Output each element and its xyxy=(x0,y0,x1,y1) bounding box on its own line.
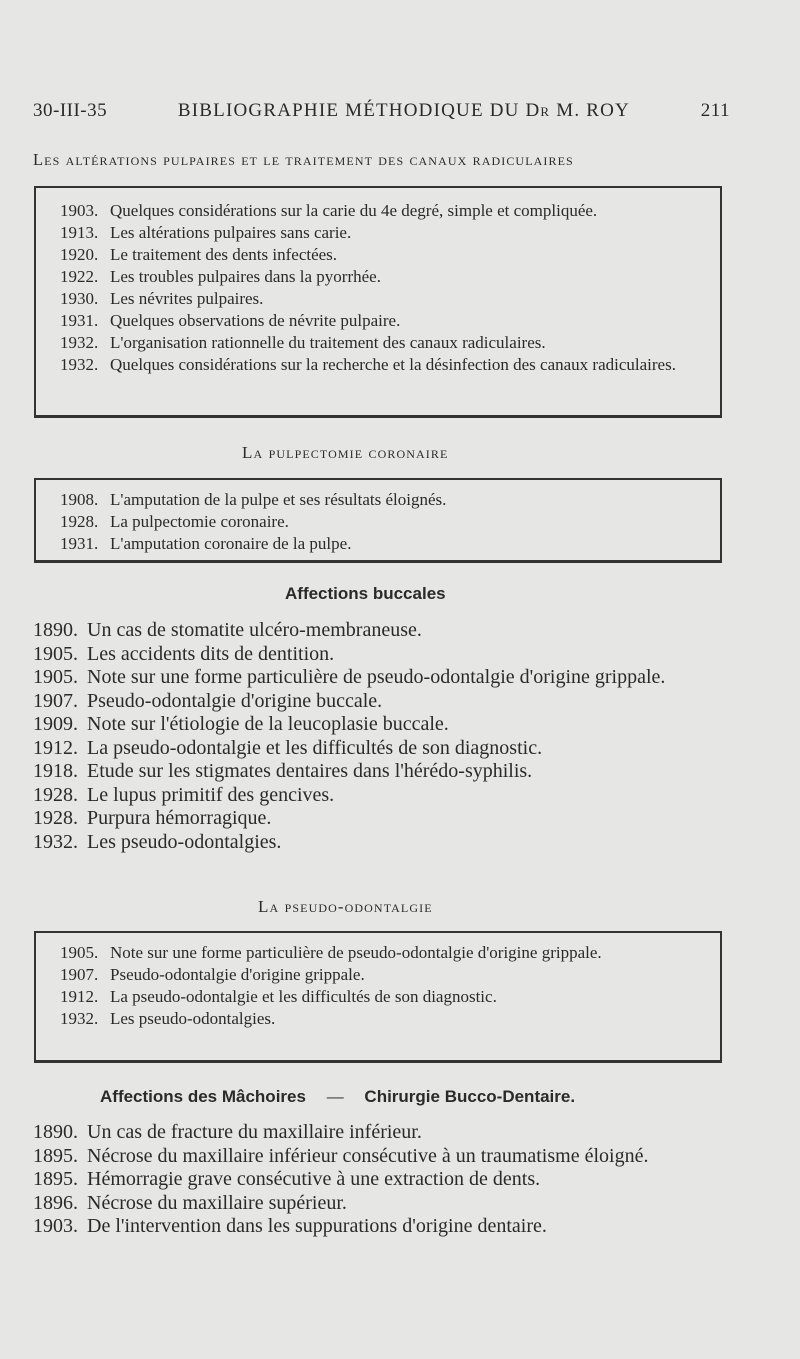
entry-year: 1895. xyxy=(33,1168,78,1190)
entry-title: Un cas de fracture du maxillaire inférieur. xyxy=(87,1121,422,1143)
bibliography-entry xyxy=(60,986,700,1008)
section-title-alterations: Les altérations pulpaires et le traitement des canaux radiculaires xyxy=(33,150,574,169)
entry-year: 1890. xyxy=(33,1121,78,1143)
entry-year: 1922. xyxy=(60,267,99,286)
bibliography-entry xyxy=(33,666,733,690)
bibliography-entry xyxy=(33,807,733,831)
entry-year: 1895. xyxy=(33,1144,78,1167)
entry-year: 1918. xyxy=(33,760,78,782)
bibliography-entry xyxy=(60,489,700,511)
entry-title: Les accidents dits de dentition. xyxy=(87,642,335,665)
issue-number: 30-III-35 xyxy=(33,100,108,121)
entry-title: Quelques considérations sur la carie du 4e degré, simple et compliquée. xyxy=(110,201,598,220)
entry-year: 1908. xyxy=(60,490,99,509)
entry-year: 1909. xyxy=(33,713,78,735)
entry-title: L'organisation rationnelle du traitement des canaux radiculaires. xyxy=(110,333,546,352)
section-title-affections-buccales: Affections buccales xyxy=(285,584,446,603)
bibliography-entry xyxy=(60,266,700,288)
entry-title: Purpura hémorragique. xyxy=(87,807,272,829)
bibliography-entry xyxy=(33,1121,733,1145)
entry-year: 1928. xyxy=(33,783,78,806)
entry-title: La pseudo-odontalgie et les difficultés de son diagnostic. xyxy=(110,987,497,1006)
entry-year: 1907. xyxy=(60,965,99,984)
entry-list xyxy=(60,200,700,376)
running-title: BIBLIOGRAPHIE MÉTHODIQUE DU Dr M. ROY xyxy=(177,100,630,121)
entry-title: Nécrose du maxillaire inférieur consécutive à un traumatisme éloigné. xyxy=(87,1144,649,1167)
bibliography-entry xyxy=(33,760,733,784)
bibliography-entry xyxy=(60,244,700,266)
bibliography-entry xyxy=(33,831,733,855)
entry-year: 1905. xyxy=(33,666,78,688)
entry-list xyxy=(60,942,700,1030)
bibliography-entry xyxy=(60,354,700,376)
boxed-list-pseudo-odontalgie xyxy=(34,931,722,1063)
entry-title: La pulpectomie coronaire. xyxy=(110,512,289,531)
bibliography-entry xyxy=(33,1192,733,1216)
entry-year: 1928. xyxy=(60,512,99,531)
bibliography-entry xyxy=(60,288,700,310)
bibliography-entry xyxy=(60,200,700,222)
entry-title: Note sur une forme particulière de pseudo-odontalgie d'origine grippale. xyxy=(87,666,666,688)
bibliography-entry xyxy=(60,511,700,533)
entry-year: 1913. xyxy=(60,223,99,242)
bibliography-entry xyxy=(60,222,700,244)
entry-year: 1912. xyxy=(33,736,78,759)
entry-year: 1932. xyxy=(33,830,78,853)
bibliography-entry xyxy=(60,942,700,964)
entry-title: Nécrose du maxillaire supérieur. xyxy=(87,1191,347,1214)
entry-year: 1920. xyxy=(60,245,99,264)
entry-title: L'amputation de la pulpe et ses résultats éloignés. xyxy=(110,490,447,509)
section-title-right: Chirurgie Bucco-Dentaire. xyxy=(364,1087,576,1106)
entry-title: Les pseudo-odontalgies. xyxy=(110,1009,276,1028)
entry-title: Note sur l'étiologie de la leucoplasie buccale. xyxy=(87,713,449,735)
entry-title: Les pseudo-odontalgies. xyxy=(87,830,282,853)
entry-title: Le lupus primitif des gencives. xyxy=(87,783,335,806)
boxed-list-pulpectomie xyxy=(34,478,722,563)
entry-year: 1896. xyxy=(33,1191,78,1214)
entry-year: 1932. xyxy=(60,355,99,374)
entry-year: 1931. xyxy=(60,534,99,553)
entry-year: 1930. xyxy=(60,289,99,308)
entry-title: Quelques observations de névrite pulpaire. xyxy=(110,311,401,330)
entry-year: 1903. xyxy=(60,201,99,220)
running-head xyxy=(33,100,730,122)
entry-title: De l'intervention dans les suppurations d'origine dentaire. xyxy=(87,1215,547,1237)
entry-year: 1890. xyxy=(33,619,78,641)
bibliography-entry xyxy=(33,1215,733,1239)
entry-year: 1931. xyxy=(60,311,99,330)
section-title-machoires xyxy=(100,1087,575,1107)
entry-title: Pseudo-odontalgie d'origine buccale. xyxy=(87,689,383,712)
entry-list xyxy=(60,489,700,555)
entry-title: Quelques considérations sur la recherche et la désinfection des canaux radiculaires. xyxy=(110,355,676,374)
bibliography-entry xyxy=(60,310,700,332)
entry-title: Etude sur les stigmates dentaires dans l'hérédo-syphilis. xyxy=(87,760,533,782)
bibliography-entry xyxy=(33,713,733,737)
bibliography-entry xyxy=(60,332,700,354)
bibliography-entry xyxy=(60,964,700,986)
section-title-pulpectomie: La pulpectomie coronaire xyxy=(242,443,449,462)
entry-list-affections-buccales xyxy=(33,619,733,854)
entry-title: Le traitement des dents infectées. xyxy=(110,245,338,264)
entry-year: 1932. xyxy=(60,333,99,352)
page-number: 211 xyxy=(700,100,730,121)
bibliography-entry xyxy=(33,1168,733,1192)
title-dash: — xyxy=(326,1087,344,1106)
entry-title: L'amputation coronaire de la pulpe. xyxy=(110,534,352,553)
entry-year: 1912. xyxy=(60,987,99,1006)
section-title-left: Affections des Mâchoires xyxy=(100,1087,306,1106)
entry-year: 1932. xyxy=(60,1009,99,1028)
bibliography-entry xyxy=(60,533,700,555)
bibliography-entry xyxy=(33,1145,733,1169)
entry-title: Les névrites pulpaires. xyxy=(110,289,264,308)
bibliography-entry xyxy=(33,784,733,808)
bibliography-entry xyxy=(33,737,733,761)
entry-title: La pseudo-odontalgie et les difficultés de son diagnostic. xyxy=(87,736,543,759)
section-title-pseudo-odontalgie: La pseudo-odontalgie xyxy=(258,897,433,916)
entry-list-machoires xyxy=(33,1121,733,1239)
entry-title: Un cas de stomatite ulcéro-membraneuse. xyxy=(87,619,422,641)
boxed-list-alterations xyxy=(34,186,722,418)
entry-year: 1907. xyxy=(33,689,78,712)
entry-year: 1928. xyxy=(33,807,78,829)
bibliography-entry xyxy=(60,1008,700,1030)
entry-title: Les altérations pulpaires sans carie. xyxy=(110,223,352,242)
entry-year: 1903. xyxy=(33,1215,78,1237)
bibliography-entry xyxy=(33,619,733,643)
bibliography-entry xyxy=(33,690,733,714)
entry-year: 1905. xyxy=(60,943,99,962)
bibliography-entry xyxy=(33,643,733,667)
entry-title: Hémorragie grave consécutive à une extraction de dents. xyxy=(87,1168,541,1190)
entry-title: Pseudo-odontalgie d'origine grippale. xyxy=(110,965,365,984)
entry-title: Les troubles pulpaires dans la pyorrhée. xyxy=(110,267,381,286)
entry-year: 1905. xyxy=(33,642,78,665)
entry-title: Note sur une forme particulière de pseudo-odontalgie d'origine grippale. xyxy=(110,943,602,962)
